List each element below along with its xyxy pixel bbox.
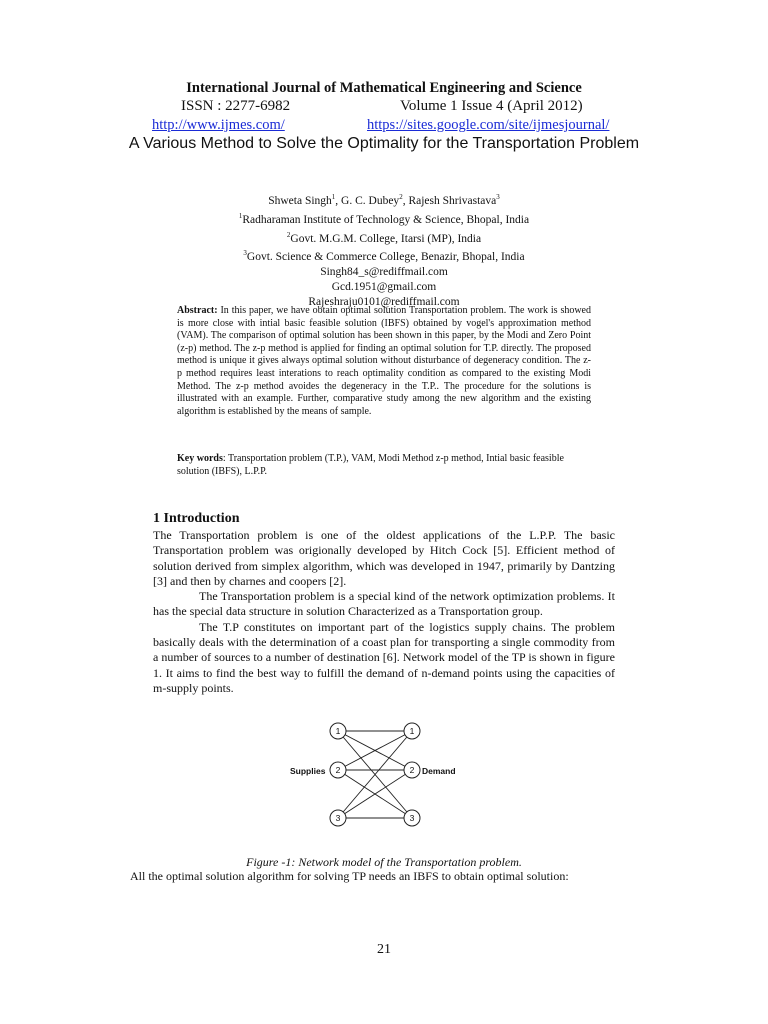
keywords-label: Key words: [177, 453, 223, 464]
affiliation-1-text: Radharaman Institute of Technology & Science, Bhopal, India: [242, 213, 530, 226]
paper-title: A Various Method to Solve the Optimality for the Transportation Problem: [128, 135, 640, 152]
author-2: , G. C. Dubey: [335, 194, 400, 207]
intro-paragraph-2: The Transportation problem is a special kind of the network optimization problems. It has the special data structure in solution Characterized as a Transportation group.: [153, 589, 615, 619]
author-1: Shweta Singh: [268, 194, 332, 207]
supply-node-2-label: 2: [335, 765, 341, 775]
network-edges: [335, 731, 412, 818]
email-2: Gcd.1951@gmail.com: [331, 281, 437, 294]
intro-paragraph-3: The T.P constitutes on important part of the logistics supply chains. The problem basically deals with the determination of a coast plan for transporting a single commodity from a number of sources to a number of destination [6]. Network model of the TP is shown in figure 1. It aims to find the best way to fulfill the demand of n-demand points using the capacities of m-supply points.: [153, 619, 615, 695]
section-heading-introduction: 1 Introduction: [153, 511, 240, 526]
affiliation-2-text: Govt. M.G.M. College, Itarsi (MP), India: [290, 232, 482, 245]
figure-caption: Figure -1: Network model of the Transportation problem.: [246, 855, 522, 869]
email-1: Singh84_s@rediffmail.com: [320, 266, 448, 279]
affiliation-2: [0, 228, 768, 247]
journal-title: International Journal of Mathematical Engineering and Science: [186, 80, 582, 96]
affiliation-3-text: Govt. Science & Commerce College, Benazir, Bhopal, India: [246, 251, 525, 264]
abstract-text: In this paper, we have obtain optimal solution Transportation problem. The work is showed is more close with intial basic feasible solution (IBFS) obtained by vogel's approximation method (VAM). The comparison of optimal solution has been shown in this paper, by the Modi and Zero Point (z-p) method. The z-p method is applied for finding an optimal solution for T.P. directly. The proposed method is unique it gives always optimal solution without disturbance of degeneracy condition. The z-p method requires least interations to reach optimality condition as compared to the existing Modi Method. The z-p method avoides the degeneracy in the T.P.. The procedure for the solutions is illustrated with an example. Further, comparative study among the new algorithm and the existing algorithm is established by the means of sample.: [177, 305, 591, 417]
affiliation-2-sup: 2: [286, 230, 291, 239]
network-model-figure: [286, 718, 471, 838]
author-1-sup: 1: [331, 193, 336, 201]
journal-google-site-link[interactable]: https://sites.google.com/site/ijmesjournal/: [367, 117, 610, 133]
keywords: [177, 453, 591, 478]
abstract-label: Abstract:: [177, 305, 218, 316]
author-2-sup: 2: [399, 193, 403, 201]
supply-node-1-label: 1: [335, 726, 341, 736]
intro-paragraph-1: The Transportation problem is one of the oldest applications of the L.P.P. The basic Transportation problem was origionally developed by Hitch Cock [5]. Efficient method of solution derived from simplex algorithm, which was developed in 1947, primarily by Dantzing [3] and then by charnes and coopers [2].: [153, 528, 615, 588]
author-3: , Rajesh Shrivastava: [402, 194, 497, 207]
demand-label: Demand: [422, 766, 456, 776]
demand-node-1-label: 1: [409, 726, 415, 736]
author-names: [0, 190, 768, 209]
demand-node-3-label: 3: [409, 813, 415, 823]
journal-website-link[interactable]: http://www.ijmes.com/: [152, 117, 285, 133]
email-3: Rajeshraju0101@rediffmail.com: [308, 296, 460, 309]
affiliation-1: [0, 209, 768, 228]
introduction-body: [153, 528, 615, 696]
issn: ISSN : 2277-6982: [181, 98, 291, 114]
affiliation-3: [0, 246, 768, 265]
affiliation-1-sup: 1: [238, 211, 243, 220]
abstract: [177, 305, 591, 418]
supply-node-3-label: 3: [335, 813, 341, 823]
author-block: [0, 190, 768, 310]
keywords-text: : Transportation problem (T.P.), VAM, Modi Method z-p method, Intial basic feasible solution (IBFS), L.P.P.: [177, 453, 564, 477]
affiliation-3-sup: 3: [243, 249, 247, 258]
volume-issue: Volume 1 Issue 4 (April 2012): [400, 98, 583, 114]
supplies-label: Supplies: [290, 766, 326, 776]
after-caption-text: All the optimal solution algorithm for solving TP needs an IBFS to obtain optimal solution:: [130, 869, 569, 883]
demand-node-2-label: 2: [409, 765, 415, 775]
author-3-sup: 3: [496, 193, 500, 201]
page-number: 21: [377, 942, 391, 957]
